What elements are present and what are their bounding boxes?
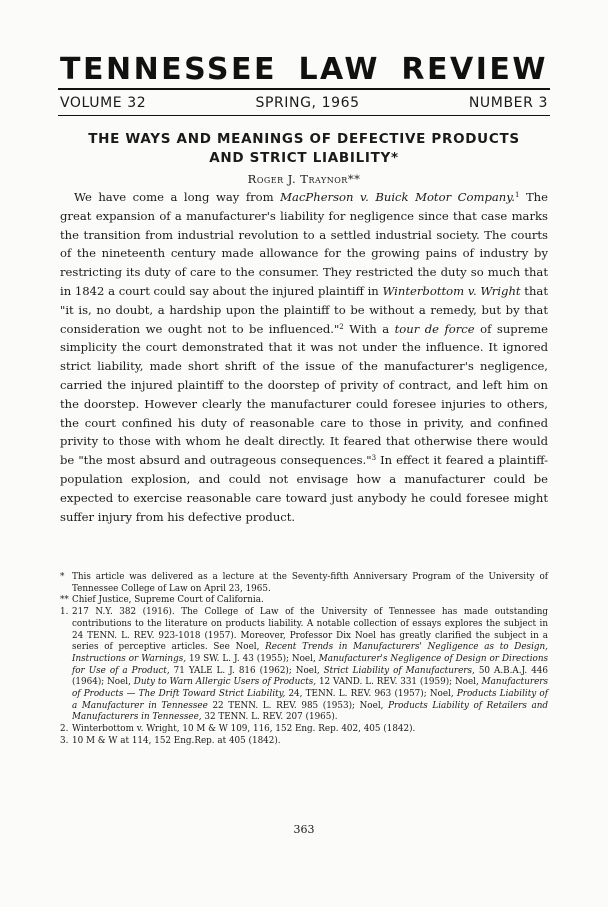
text-run: This article was delivered as a lecture at the Seventy-fifth Anniversary Program of the University of Tennessee College of Law on April 23, 1965. xyxy=(72,572,548,594)
text-run: 10 M & W at 114, 152 Eng.Rep. at 405 (1842). xyxy=(72,735,281,746)
masthead-word: REVIEW xyxy=(401,52,548,87)
text-run: 12 VAND. L. REV. 331 (1959); Noel, xyxy=(316,677,482,688)
masthead-word: LAW xyxy=(298,52,381,87)
text-run: that "it is, no doubt, a hardship upon the plaintiff to be without a remedy, but by that consideration we ought not to be influenced." xyxy=(60,283,548,336)
text-run: 50 A.B.A.J. 446 (1964); Noel, xyxy=(72,665,548,688)
text-run: 217 N.Y. 382 (1916). The College of Law of the University of Tennessee has made outstanding contributions to the literature on products liability. A notable collection of essays explores the subject in 24 TENN. L. REV. 923-1018 (1957). Moreover, Professor Dix Noel has greatly clarified the subject in a series of perceptive articles. See Noel, xyxy=(72,607,548,653)
italic-text: Manufacturers of Products — The Drift Toward Strict Liability, xyxy=(72,677,548,700)
italic-text: Products Liability of Retailers and Manufacturers in Tennessee, xyxy=(72,700,548,723)
text-run: Winterbottom v. Wright, 10 M & W 109, 116, 152 Eng. Rep. 402, 405 (1842). xyxy=(72,724,416,735)
italic-text: Duty to Warn Allergic Users of Products, xyxy=(133,677,317,688)
footnote-text xyxy=(72,572,548,595)
footnote-text xyxy=(72,736,548,748)
page-number: 363 xyxy=(293,823,315,836)
text-run: The great expansion of a manufacturer's liability for negligence since that case marks the transition from industrial revolution to a settled industrial society. The courts of the nineteenth century made allowance for the growing pains of industry by restricting its duty of care to the consumer. They restricted the duty so much that in 1842 a court could say about the injured plaintiff in xyxy=(60,190,549,298)
masthead-rule xyxy=(58,88,550,90)
footnote xyxy=(60,724,548,736)
issue-rule xyxy=(58,115,550,116)
italic-text: Recent Trends in Manufacturers' Negligence as to Design, Instructions or Warnings, xyxy=(72,642,548,664)
footnote xyxy=(60,607,548,724)
issue-number: NUMBER 3 xyxy=(468,95,548,111)
italic-text: tour de force xyxy=(394,321,475,336)
italic-text: Winterbottom v. Wright xyxy=(382,283,521,298)
body-paragraph xyxy=(60,188,548,526)
footnote-ref: 3 xyxy=(371,454,377,463)
article-body xyxy=(60,188,548,526)
text-run: 19 SW. L. J. 43 (1955); Noel, xyxy=(186,653,319,664)
article-title xyxy=(60,130,548,168)
italic-text: Strict Liability of Manufacturers, xyxy=(323,665,475,676)
italic-text: Products Liability of a Manufacturer in Tennessee xyxy=(72,689,548,711)
footnote xyxy=(60,736,548,748)
italic-text: Manufacturer's Negligence of Design or Directions for Use of a Product, xyxy=(72,653,548,676)
footnote-text xyxy=(72,607,548,724)
journal-masthead xyxy=(60,52,548,87)
footnote-ref: 1 xyxy=(514,191,520,199)
footnote-ref: 2 xyxy=(339,322,344,331)
text-run: In effect it feared a plaintiff-population explosion, and could not envisage how a manufacturer could be expected to exercise reasonable care toward just anybody he could foresee might suffer injury from his defective product. xyxy=(60,453,549,524)
article-title-line: THE WAYS AND MEANINGS OF DEFECTIVE PRODUCTS xyxy=(88,131,520,147)
text-run: of supreme simplicity the court demonstrated that it was not under the influence. It ignored strict liability, made short shrift of the issue of the manufacturer's negligence, carried the injured plaintiff to the doorstep of privity of contract, and left him on the doorstep. However clearly the manufacturer could foresee injuries to others, the court confined his duty of reasonable care to those in privity, and confined privity to those with whom he dealt directly. It feared that otherwise there would be "the most absurd and outrageous consequences." xyxy=(60,321,548,468)
footnote-mark: 1. xyxy=(60,607,69,618)
footnote-mark: ** xyxy=(60,595,69,606)
text-run: 22 TENN. L. REV. 985 (1953); Noel, xyxy=(207,700,389,711)
footnote-text xyxy=(72,724,548,736)
text-run: 32 TENN. L. REV. 207 (1965). xyxy=(201,712,338,723)
article-title-line: AND STRICT LIABILITY* xyxy=(209,150,399,166)
footnote xyxy=(60,595,548,607)
text-run: Chief Justice, Supreme Court of California. xyxy=(72,595,264,606)
footnote xyxy=(60,572,548,595)
footnotes xyxy=(60,572,548,748)
masthead-word: TENNESSEE xyxy=(60,52,278,87)
issue-date: SPRING, 1965 xyxy=(255,95,360,111)
volume-label: VOLUME 32 xyxy=(60,95,147,111)
issue-info-row xyxy=(60,95,548,111)
footnote-mark: * xyxy=(60,572,65,582)
text-run: We have come a long way from xyxy=(74,190,281,204)
footnote-mark: 3. xyxy=(60,735,69,746)
italic-text: MacPherson v. Buick Motor Company. xyxy=(280,190,515,204)
text-run: 24, TENN. L. REV. 963 (1957); Noel, xyxy=(285,689,457,700)
footnote-mark: 2. xyxy=(60,724,69,735)
footnote-text xyxy=(72,595,548,607)
text-run: 71 YALE L. J. 816 (1962); Noel, xyxy=(169,665,324,676)
article-author: Roger J. Traynor** xyxy=(247,172,361,186)
text-run: With a xyxy=(343,321,395,336)
